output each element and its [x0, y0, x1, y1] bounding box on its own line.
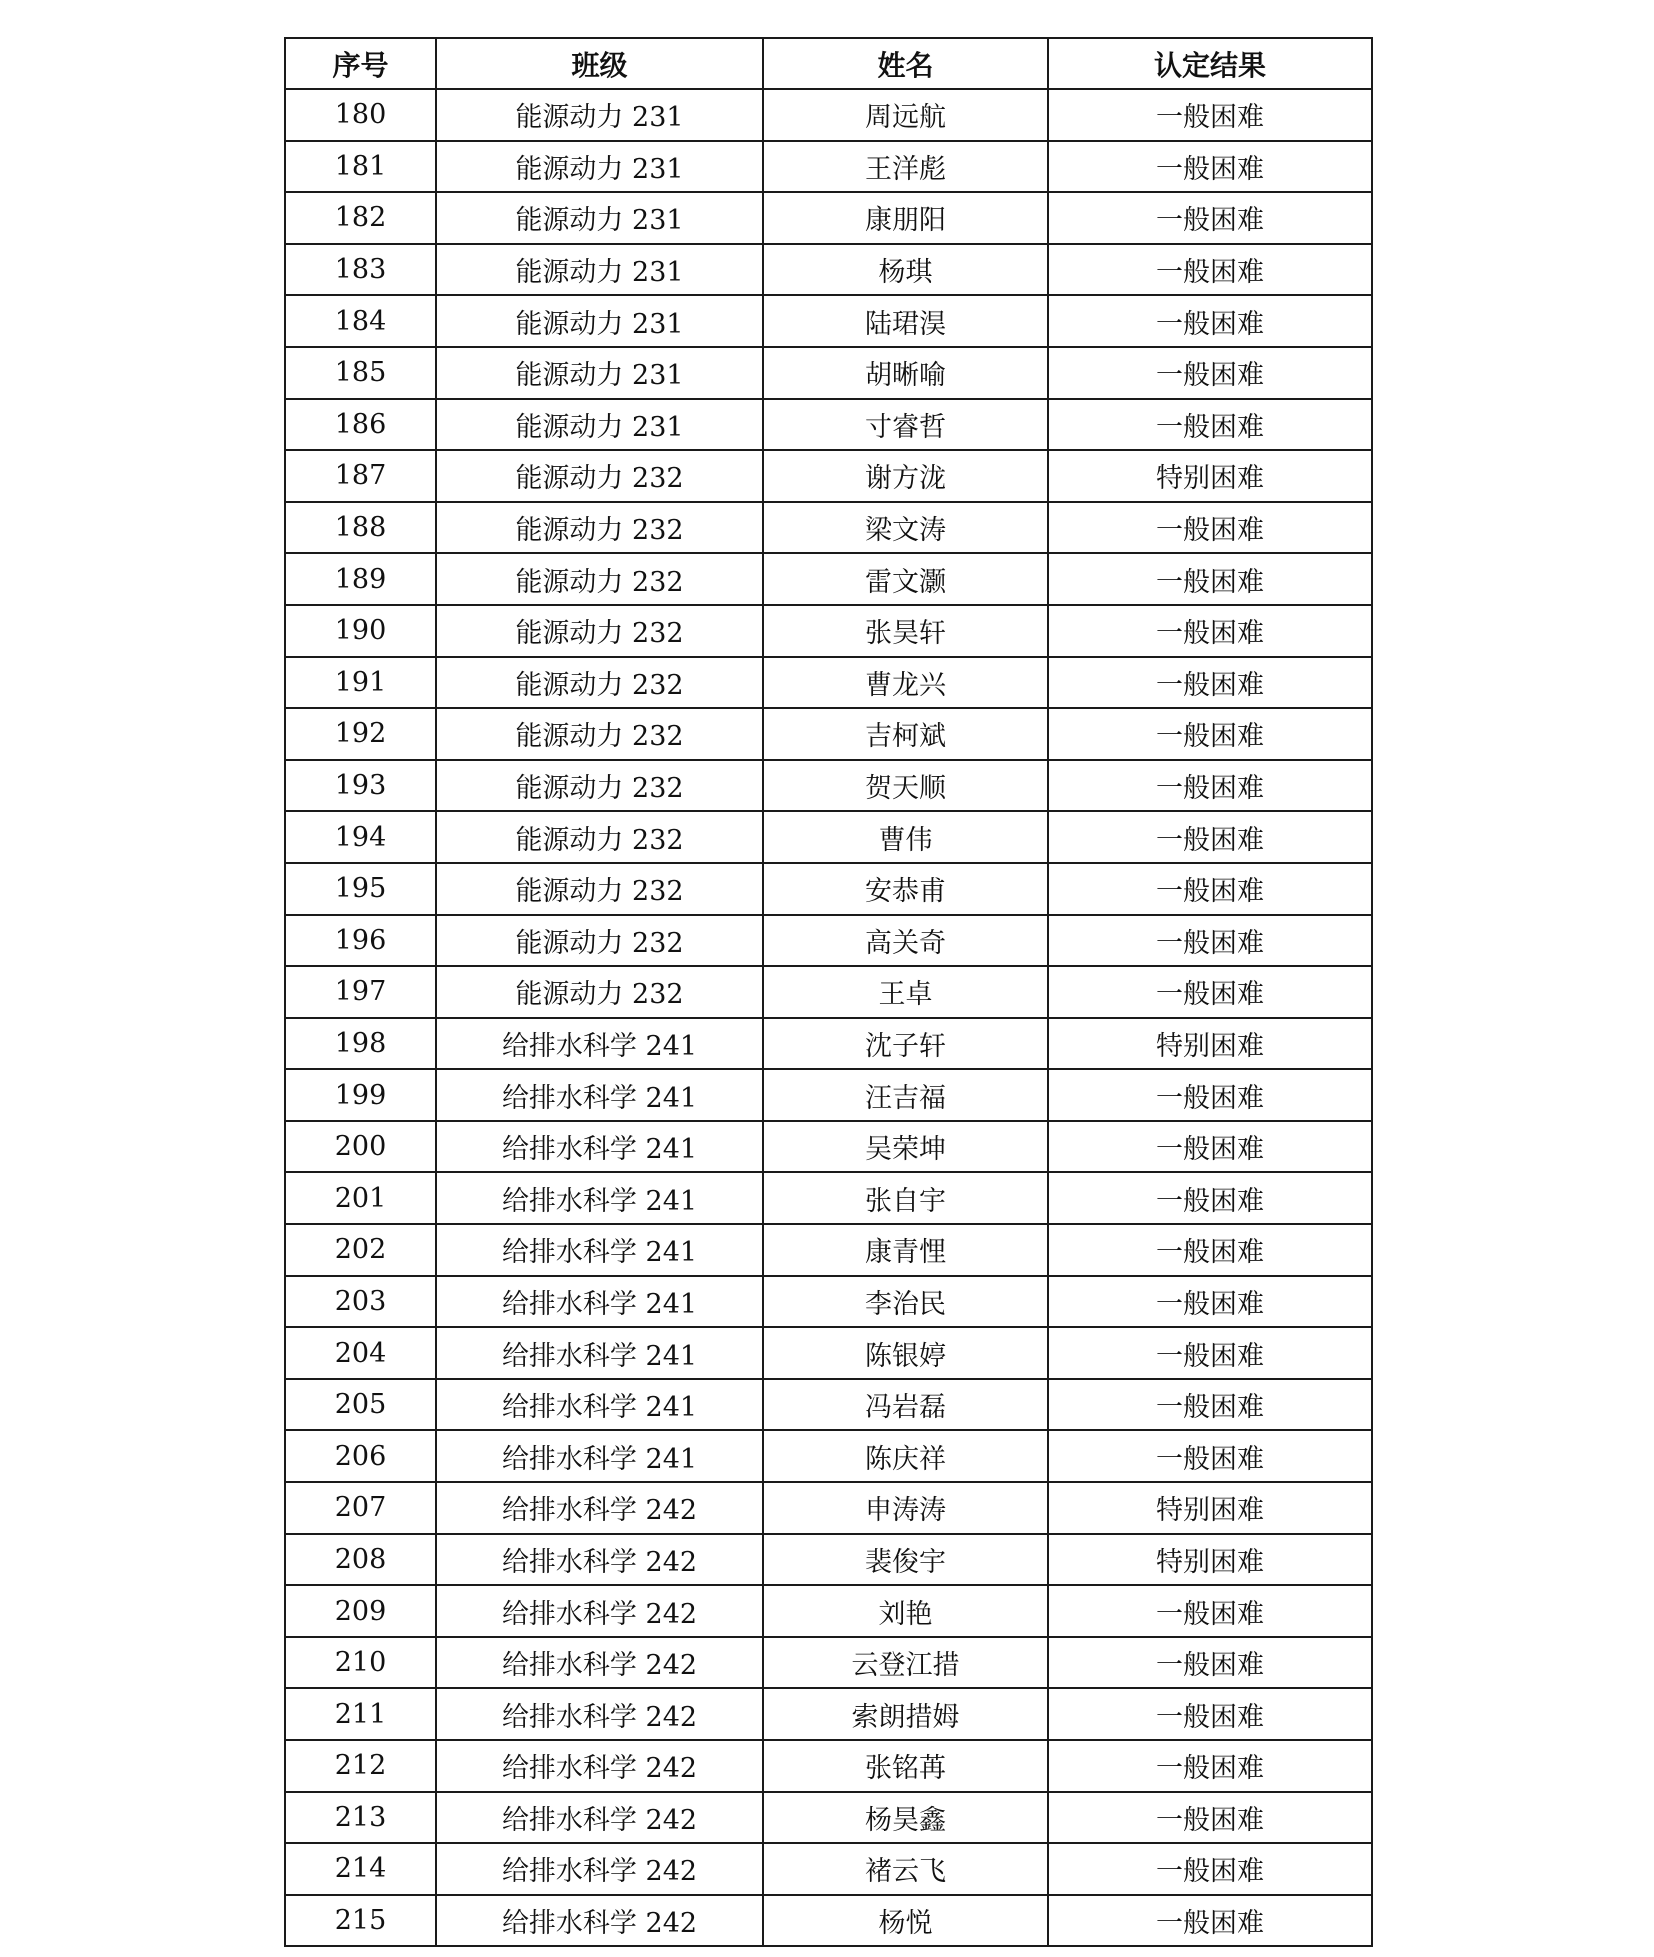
- cell-index: 197: [285, 966, 436, 1018]
- cell-name: 李治民: [763, 1276, 1048, 1328]
- cell-class: 能源动力 231: [436, 141, 763, 193]
- cell-result: 一般困难: [1048, 760, 1372, 812]
- cell-name: 梁文涛: [763, 502, 1048, 554]
- cell-class: 能源动力 231: [436, 244, 763, 296]
- table-row: [285, 863, 1372, 915]
- cell-result: 特别困难: [1048, 1482, 1372, 1534]
- cell-name: 雷文灏: [763, 553, 1048, 605]
- cell-index: 194: [285, 811, 436, 863]
- cell-index: 206: [285, 1430, 436, 1482]
- cell-index: 205: [285, 1379, 436, 1431]
- cell-class: 能源动力 232: [436, 553, 763, 605]
- table-row: [285, 811, 1372, 863]
- cell-name: 杨悦: [763, 1895, 1048, 1947]
- cell-result: 一般困难: [1048, 657, 1372, 709]
- table-row: [285, 1121, 1372, 1173]
- cell-name: 吴荣坤: [763, 1121, 1048, 1173]
- cell-result: 一般困难: [1048, 1121, 1372, 1173]
- cell-class: 给排水科学 242: [436, 1688, 763, 1740]
- cell-class: 能源动力 232: [436, 966, 763, 1018]
- cell-result: 一般困难: [1048, 708, 1372, 760]
- cell-index: 188: [285, 502, 436, 554]
- cell-name: 曹龙兴: [763, 657, 1048, 709]
- table-row: [285, 502, 1372, 554]
- cell-name: 谢方泷: [763, 450, 1048, 502]
- cell-index: 193: [285, 760, 436, 812]
- cell-result: 一般困难: [1048, 1172, 1372, 1224]
- table-row: [285, 1379, 1372, 1431]
- table-row: [285, 1637, 1372, 1689]
- cell-class: 给排水科学 242: [436, 1534, 763, 1586]
- cell-result: 一般困难: [1048, 502, 1372, 554]
- cell-name: 陈庆祥: [763, 1430, 1048, 1482]
- header-result: 认定结果: [1048, 38, 1372, 89]
- cell-name: 张铭苒: [763, 1740, 1048, 1792]
- cell-class: 给排水科学 242: [436, 1585, 763, 1637]
- cell-name: 褚云飞: [763, 1843, 1048, 1895]
- cell-index: 203: [285, 1276, 436, 1328]
- table-row: [285, 915, 1372, 967]
- cell-name: 杨琪: [763, 244, 1048, 296]
- cell-result: 一般困难: [1048, 1224, 1372, 1276]
- cell-index: 191: [285, 657, 436, 709]
- cell-index: 182: [285, 192, 436, 244]
- cell-class: 给排水科学 241: [436, 1224, 763, 1276]
- cell-index: 199: [285, 1069, 436, 1121]
- cell-index: 183: [285, 244, 436, 296]
- cell-class: 给排水科学 241: [436, 1018, 763, 1070]
- cell-index: 213: [285, 1792, 436, 1844]
- cell-class: 给排水科学 242: [436, 1482, 763, 1534]
- table-row: [285, 966, 1372, 1018]
- table-row: [285, 1430, 1372, 1482]
- cell-class: 给排水科学 242: [436, 1895, 763, 1947]
- cell-index: 195: [285, 863, 436, 915]
- cell-name: 刘艳: [763, 1585, 1048, 1637]
- cell-result: 一般困难: [1048, 1740, 1372, 1792]
- table-row: [285, 141, 1372, 193]
- cell-index: 202: [285, 1224, 436, 1276]
- cell-name: 杨昊鑫: [763, 1792, 1048, 1844]
- cell-result: 一般困难: [1048, 295, 1372, 347]
- cell-index: 212: [285, 1740, 436, 1792]
- table-row: [285, 399, 1372, 451]
- table-row: [285, 1534, 1372, 1586]
- table-row: [285, 1688, 1372, 1740]
- table-row: [285, 1585, 1372, 1637]
- cell-class: 给排水科学 241: [436, 1327, 763, 1379]
- cell-class: 能源动力 232: [436, 605, 763, 657]
- cell-name: 康青悝: [763, 1224, 1048, 1276]
- table-row: [285, 1172, 1372, 1224]
- cell-class: 能源动力 232: [436, 760, 763, 812]
- table-row: [285, 295, 1372, 347]
- cell-result: 特别困难: [1048, 1018, 1372, 1070]
- cell-class: 能源动力 231: [436, 192, 763, 244]
- cell-result: 一般困难: [1048, 1069, 1372, 1121]
- cell-index: 184: [285, 295, 436, 347]
- cell-name: 沈子轩: [763, 1018, 1048, 1070]
- cell-class: 能源动力 232: [436, 915, 763, 967]
- cell-index: 198: [285, 1018, 436, 1070]
- cell-result: 一般困难: [1048, 347, 1372, 399]
- table-row: [285, 760, 1372, 812]
- table-row: [285, 89, 1372, 141]
- cell-result: 一般困难: [1048, 192, 1372, 244]
- cell-result: 特别困难: [1048, 1534, 1372, 1586]
- cell-class: 给排水科学 242: [436, 1637, 763, 1689]
- cell-name: 安恭甫: [763, 863, 1048, 915]
- cell-name: 康朋阳: [763, 192, 1048, 244]
- cell-class: 给排水科学 241: [436, 1069, 763, 1121]
- cell-result: 一般困难: [1048, 1792, 1372, 1844]
- cell-class: 给排水科学 241: [436, 1121, 763, 1173]
- cell-index: 186: [285, 399, 436, 451]
- table-row: [285, 605, 1372, 657]
- cell-class: 给排水科学 241: [436, 1172, 763, 1224]
- cell-index: 211: [285, 1688, 436, 1740]
- cell-index: 189: [285, 553, 436, 605]
- cell-name: 周远航: [763, 89, 1048, 141]
- header-row: [285, 38, 1372, 89]
- cell-result: 一般困难: [1048, 141, 1372, 193]
- cell-result: 一般困难: [1048, 605, 1372, 657]
- cell-result: 一般困难: [1048, 915, 1372, 967]
- cell-class: 能源动力 232: [436, 502, 763, 554]
- table-row: [285, 1792, 1372, 1844]
- cell-name: 王卓: [763, 966, 1048, 1018]
- cell-index: 180: [285, 89, 436, 141]
- cell-name: 胡晰喻: [763, 347, 1048, 399]
- cell-result: 一般困难: [1048, 1688, 1372, 1740]
- table-row: [285, 1843, 1372, 1895]
- cell-class: 能源动力 232: [436, 657, 763, 709]
- table-row: [285, 450, 1372, 502]
- cell-index: 185: [285, 347, 436, 399]
- table-row: [285, 192, 1372, 244]
- cell-result: 一般困难: [1048, 1637, 1372, 1689]
- cell-name: 陈银婷: [763, 1327, 1048, 1379]
- cell-name: 贺天顺: [763, 760, 1048, 812]
- header-class: 班级: [436, 38, 763, 89]
- table-row: [285, 347, 1372, 399]
- cell-result: 一般困难: [1048, 553, 1372, 605]
- cell-result: 一般困难: [1048, 1585, 1372, 1637]
- table-row: [285, 1895, 1372, 1947]
- cell-name: 吉柯斌: [763, 708, 1048, 760]
- cell-index: 190: [285, 605, 436, 657]
- cell-index: 200: [285, 1121, 436, 1173]
- cell-name: 裴俊宇: [763, 1534, 1048, 1586]
- table-row: [285, 708, 1372, 760]
- table-row: [285, 1482, 1372, 1534]
- cell-name: 索朗措姆: [763, 1688, 1048, 1740]
- cell-index: 209: [285, 1585, 436, 1637]
- cell-result: 一般困难: [1048, 1843, 1372, 1895]
- cell-class: 能源动力 231: [436, 347, 763, 399]
- cell-name: 张自宇: [763, 1172, 1048, 1224]
- cell-class: 能源动力 232: [436, 708, 763, 760]
- cell-result: 一般困难: [1048, 1430, 1372, 1482]
- cell-index: 204: [285, 1327, 436, 1379]
- cell-name: 曹伟: [763, 811, 1048, 863]
- cell-index: 201: [285, 1172, 436, 1224]
- table-row: [285, 1224, 1372, 1276]
- cell-name: 高关奇: [763, 915, 1048, 967]
- cell-class: 给排水科学 242: [436, 1740, 763, 1792]
- table-row: [285, 1327, 1372, 1379]
- cell-index: 181: [285, 141, 436, 193]
- table-body: [285, 89, 1372, 1946]
- cell-class: 能源动力 231: [436, 89, 763, 141]
- cell-result: 一般困难: [1048, 89, 1372, 141]
- cell-class: 能源动力 231: [436, 295, 763, 347]
- cell-index: 192: [285, 708, 436, 760]
- cell-class: 给排水科学 241: [436, 1276, 763, 1328]
- cell-result: 一般困难: [1048, 1327, 1372, 1379]
- table-row: [285, 553, 1372, 605]
- table-row: [285, 1740, 1372, 1792]
- cell-result: 一般困难: [1048, 1379, 1372, 1431]
- table-row: [285, 1018, 1372, 1070]
- table-row: [285, 244, 1372, 296]
- cell-result: 一般困难: [1048, 863, 1372, 915]
- cell-class: 能源动力 232: [436, 450, 763, 502]
- cell-class: 能源动力 232: [436, 811, 763, 863]
- cell-class: 给排水科学 241: [436, 1430, 763, 1482]
- cell-index: 207: [285, 1482, 436, 1534]
- cell-result: 一般困难: [1048, 811, 1372, 863]
- header-index: 序号: [285, 38, 436, 89]
- cell-index: 210: [285, 1637, 436, 1689]
- cell-index: 187: [285, 450, 436, 502]
- cell-name: 陆珺淏: [763, 295, 1048, 347]
- cell-result: 一般困难: [1048, 399, 1372, 451]
- cell-result: 一般困难: [1048, 1895, 1372, 1947]
- cell-class: 给排水科学 242: [436, 1792, 763, 1844]
- table-row: [285, 657, 1372, 709]
- cell-class: 给排水科学 241: [436, 1379, 763, 1431]
- cell-class: 能源动力 232: [436, 863, 763, 915]
- cell-name: 张昊轩: [763, 605, 1048, 657]
- table-row: [285, 1069, 1372, 1121]
- cell-name: 云登江措: [763, 1637, 1048, 1689]
- table-row: [285, 1276, 1372, 1328]
- cell-name: 寸睿哲: [763, 399, 1048, 451]
- cell-index: 196: [285, 915, 436, 967]
- cell-name: 汪吉福: [763, 1069, 1048, 1121]
- cell-class: 能源动力 231: [436, 399, 763, 451]
- cell-name: 王洋彪: [763, 141, 1048, 193]
- cell-result: 一般困难: [1048, 1276, 1372, 1328]
- cell-index: 215: [285, 1895, 436, 1947]
- cell-index: 214: [285, 1843, 436, 1895]
- cell-result: 一般困难: [1048, 244, 1372, 296]
- cell-result: 特别困难: [1048, 450, 1372, 502]
- cell-result: 一般困难: [1048, 966, 1372, 1018]
- cell-index: 208: [285, 1534, 436, 1586]
- cell-name: 申涛涛: [763, 1482, 1048, 1534]
- cell-name: 冯岩磊: [763, 1379, 1048, 1431]
- header-name: 姓名: [763, 38, 1048, 89]
- cell-class: 给排水科学 242: [436, 1843, 763, 1895]
- result-table: [284, 37, 1373, 1947]
